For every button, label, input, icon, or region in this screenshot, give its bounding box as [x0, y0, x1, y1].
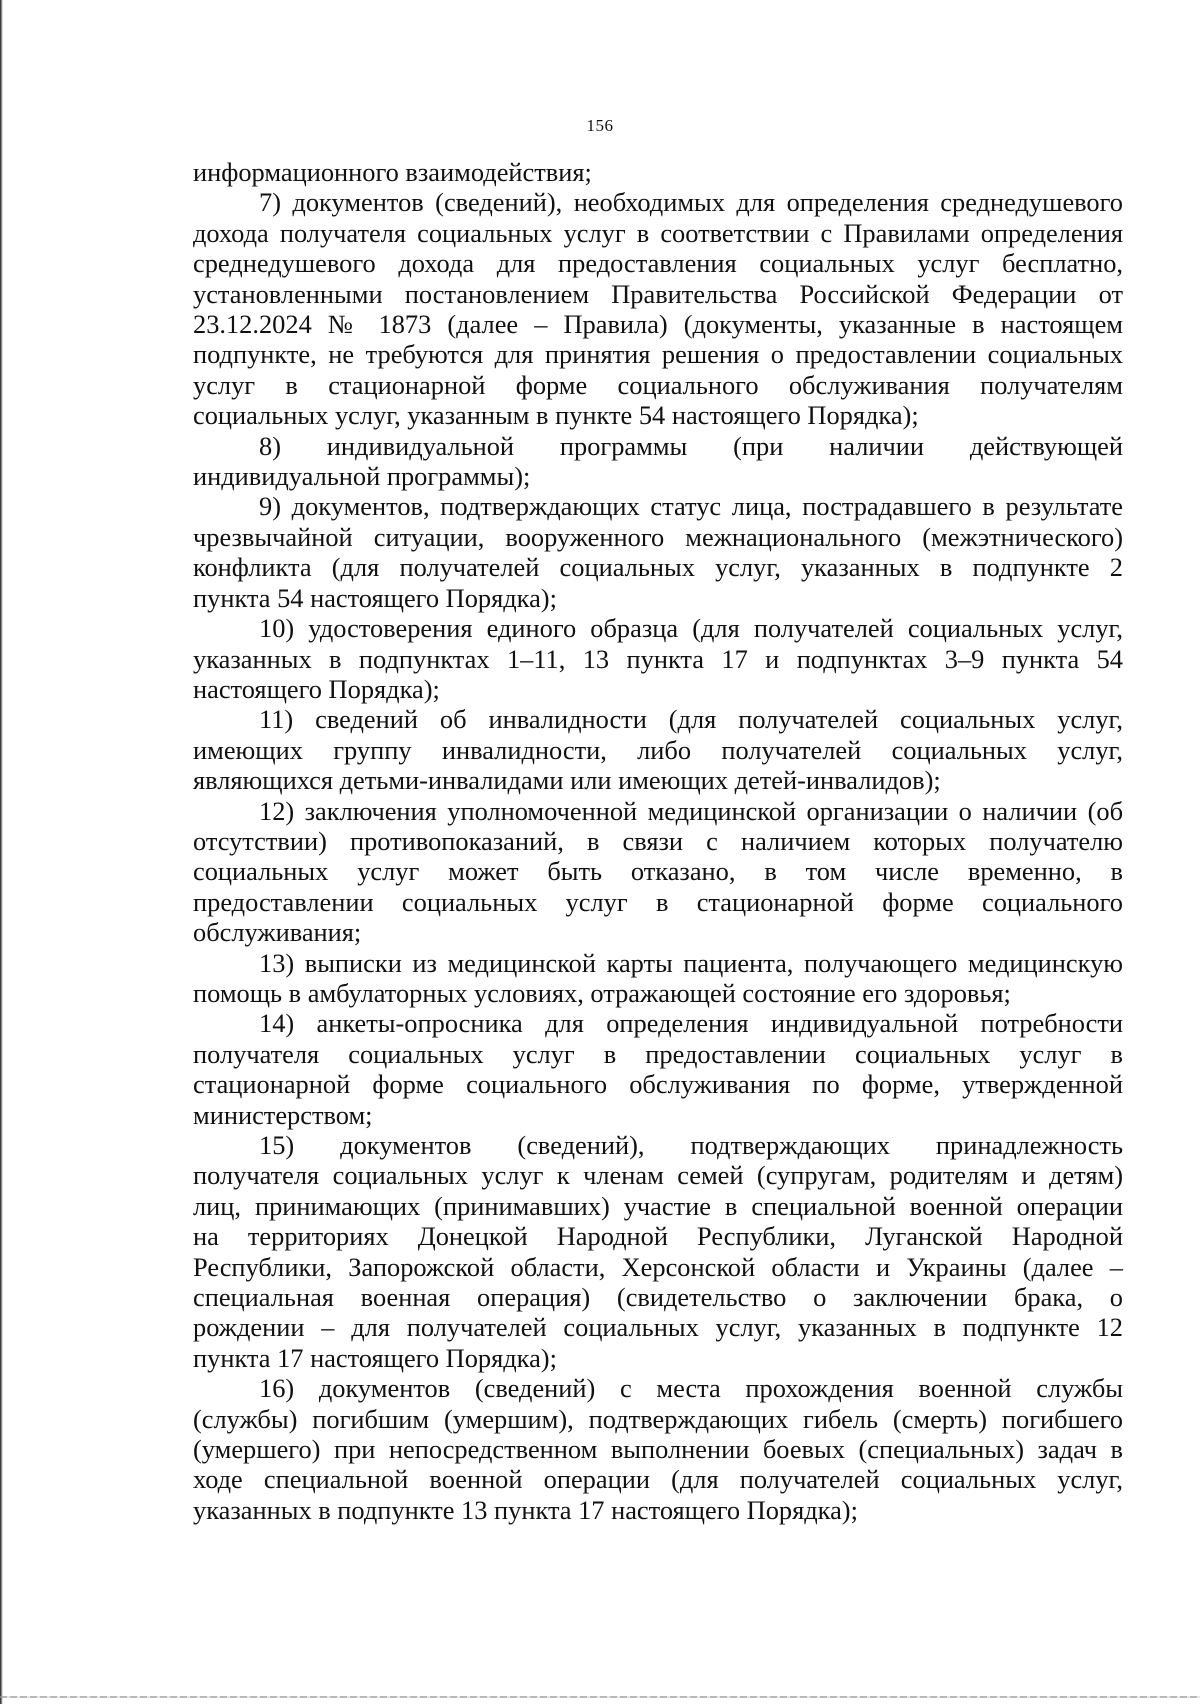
paragraph-p14 [193, 1008, 1123, 1130]
paragraph-p12 [193, 796, 1123, 948]
paragraph-p8 [193, 431, 1123, 492]
text-line: являющихся детьми-инвалидами или имеющих детей-инвалидов); [193, 765, 941, 796]
text-line: социальных услуг может быть отказано, в том числе временно, в [193, 856, 1123, 887]
paragraph-p11 [193, 704, 1123, 795]
text-line: 11) сведений об инвалидности (для получателей социальных услуг, [259, 704, 1123, 735]
text-line: социальных услуг, указанным в пункте 54 настоящего Порядка); [193, 400, 919, 431]
text-line: получателя социальных услуг к членам семей (супругам, родителям и детям) [193, 1160, 1123, 1191]
text-line: имеющих группу инвалидности, либо получателей социальных услуг, [193, 734, 1123, 765]
text-line: (умершего) при непосредственном выполнении боевых (специальных) задач в [193, 1434, 1123, 1465]
text-line: 9) документов, подтверждающих статус лица, пострадавшего в результате [259, 491, 1123, 522]
text-line: 15) документов (сведений), подтверждающих принадлежность [259, 1130, 1123, 1160]
paragraph-p15 [193, 1130, 1123, 1373]
text-line: 14) анкеты-опросника для определения индивидуальной потребности [259, 1008, 1123, 1039]
text-line: указанных в подпункте 13 пункта 17 настоящего Порядка); [193, 1494, 858, 1525]
paragraph-p9 [193, 491, 1123, 613]
scan-edge-bottom [0, 1696, 1200, 1698]
text-line: помощь в амбулаторных условиях, отражающей состояние его здоровья; [193, 977, 1011, 1008]
text-line: министерством; [193, 1099, 373, 1130]
text-line: Республики, Запорожской области, Херсонской области и Украины (далее – [193, 1251, 1123, 1282]
text-line: отсутствии) противопоказаний, в связи с наличием которых получателю [193, 825, 1123, 856]
text-line: 7) документов (сведений), необходимых для определения среднедушевого [259, 187, 1123, 218]
text-line: предоставлении социальных услуг в стационарной форме социального [193, 886, 1123, 917]
text-line: индивидуальной программы); [193, 461, 531, 492]
paragraph-p13 [193, 948, 1123, 1009]
text-line: обслуживания; [193, 917, 362, 948]
text-line: установленными постановлением Правительства Российской Федерации от [193, 278, 1123, 309]
paragraph-p16 [193, 1373, 1123, 1525]
text-line: информационного взаимодействия; [193, 157, 592, 187]
text-line: (службы) погибшим (умершим), подтверждающих гибель (смерть) погибшего [193, 1403, 1123, 1434]
text-line: получателя социальных услуг в предоставлении социальных услуг в [193, 1038, 1123, 1069]
text-line: ходе специальной военной операции (для получателей социальных услуг, [193, 1464, 1123, 1495]
text-line: указанных в подпунктах 1–11, 13 пункта 17 и подпунктах 3–9 пункта 54 [193, 643, 1123, 674]
text-line: настоящего Порядка); [193, 673, 440, 704]
text-line: 10) удостоверения единого образца (для получателей социальных услуг, [259, 613, 1123, 644]
text-line: дохода получателя социальных услуг в соответствии с Правилами определения [193, 217, 1123, 248]
scan-edge-left [0, 0, 3, 1704]
text-line: 23.12.2024 № 1873 (далее – Правила) (документы, указанные в настоящем [193, 309, 1123, 340]
text-line: 8) индивидуальной программы (при наличии действующей [259, 430, 1123, 461]
text-line: 13) выписки из медицинской карты пациента, получающего медицинскую [259, 947, 1123, 978]
text-line: специальная военная операция) (свидетельство о заключении брака, о [193, 1282, 1123, 1313]
paragraph-p0 [193, 157, 1123, 187]
text-line: 16) документов (сведений) с места прохождения военной службы [259, 1373, 1123, 1404]
text-line: чрезвычайной ситуации, вооруженного межнационального (межэтнического) [193, 521, 1123, 552]
text-line: конфликта (для получателей социальных услуг, указанных в подпункте 2 [193, 552, 1123, 583]
document-body [193, 157, 1123, 1525]
text-line: стационарной форме социального обслуживания по форме, утвержденной [193, 1069, 1123, 1100]
page-number: 156 [586, 116, 614, 135]
text-line: пункта 17 настоящего Порядка); [193, 1342, 557, 1373]
text-line: 12) заключения уполномоченной медицинской организации о наличии (об [259, 795, 1123, 826]
paragraph-p7 [193, 187, 1123, 430]
text-line: услуг в стационарной форме социального обслуживания получателям [193, 369, 1123, 400]
text-line: лиц, принимающих (принимавших) участие в специальной военной операции [193, 1190, 1123, 1221]
text-line: пункта 54 настоящего Порядка); [193, 582, 557, 613]
paragraph-p10 [193, 613, 1123, 704]
text-line: на территориях Донецкой Народной Республики, Луганской Народной [193, 1221, 1123, 1252]
text-line: подпункте, не требуются для принятия решения о предоставлении социальных [193, 339, 1123, 370]
text-line: рождении – для получателей социальных услуг, указанных в подпункте 12 [193, 1312, 1123, 1343]
text-line: среднедушевого дохода для предоставления социальных услуг бесплатно, [193, 248, 1123, 279]
